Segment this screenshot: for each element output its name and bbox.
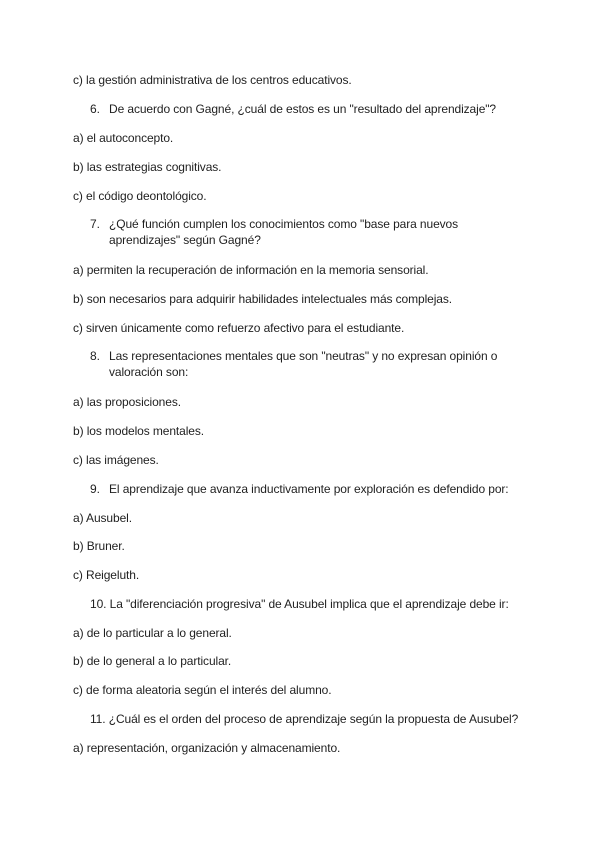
answer-option: c) las imágenes.	[73, 453, 159, 467]
question-8	[90, 348, 510, 380]
question-11: 11. ¿Cuál es el orden del proceso de aprendizaje según la propuesta de Ausubel?	[90, 712, 519, 726]
answer-option: c) la gestión administrativa de los centros educativos.	[73, 73, 352, 87]
answer-option: b) las estrategias cognitivas.	[73, 160, 222, 174]
answer-option: a) las proposiciones.	[73, 395, 181, 409]
answer-option: c) de forma aleatoria según el interés del alumno.	[73, 683, 332, 697]
answer-option: a) el autoconcepto.	[73, 131, 174, 145]
question-number: 6.	[90, 102, 100, 116]
answer-option: c) el código deontológico.	[73, 189, 207, 203]
answer-option: c) Reigeluth.	[73, 568, 140, 582]
question-number: 8.	[90, 349, 100, 363]
question-text: El aprendizaje que avanza inductivamente por exploración es defendido por:	[109, 482, 509, 496]
answer-option: a) representación, organización y almacenamiento.	[73, 741, 341, 755]
answer-option: c) sirven únicamente como refuerzo afectivo para el estudiante.	[73, 321, 405, 335]
answer-option: b) los modelos mentales.	[73, 424, 204, 438]
answer-option: b) Bruner.	[73, 539, 125, 553]
answer-option: a) permiten la recuperación de información en la memoria sensorial.	[73, 263, 429, 277]
answer-option: a) de lo particular a lo general.	[73, 626, 232, 640]
question-text: Las representaciones mentales que son "neutras" y no expresan opinión o valoración son:	[109, 349, 498, 379]
answer-option: a) Ausubel.	[73, 511, 132, 525]
question-text: De acuerdo con Gagné, ¿cuál de estos es un "resultado del aprendizaje"?	[109, 102, 497, 116]
question-number: 7.	[90, 217, 100, 231]
question-10: 10. La "diferenciación progresiva" de Ausubel implica que el aprendizaje debe ir:	[90, 597, 509, 611]
question-9	[90, 481, 530, 497]
answer-option: b) son necesarios para adquirir habilidades intelectuales más complejas.	[73, 292, 453, 306]
question-7	[90, 216, 470, 248]
question-text: ¿Qué función cumplen los conocimientos como "base para nuevos aprendizajes" según Gagné?	[109, 217, 459, 247]
answer-option: b) de lo general a lo particular.	[73, 654, 232, 668]
question-number: 9.	[90, 482, 100, 496]
question-6	[90, 101, 530, 117]
